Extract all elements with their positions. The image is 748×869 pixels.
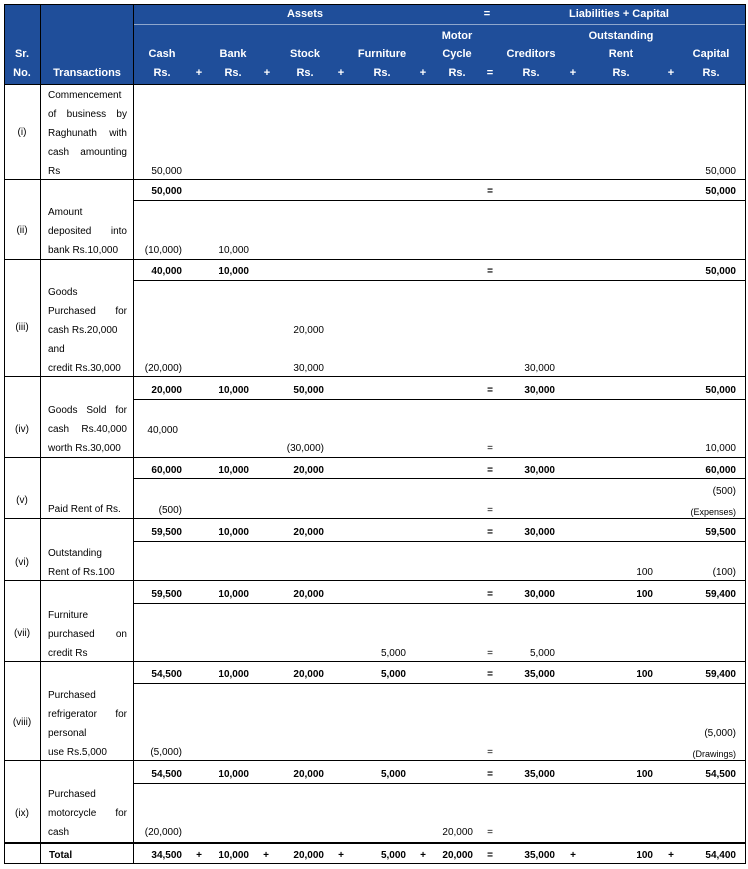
transaction-description	[48, 203, 127, 260]
capital-change: (100)	[712, 567, 736, 578]
rent-balance: 100	[636, 589, 653, 600]
rent-balance: 100	[636, 769, 653, 780]
description-line: Commencement	[48, 90, 122, 101]
balance-line	[133, 683, 745, 684]
balance-line	[133, 200, 745, 201]
furniture-balance: 5,000	[380, 669, 406, 680]
description-line: Raghunath with	[48, 128, 127, 139]
capital-rs-heading: Rs.	[702, 67, 720, 79]
stock-heading: Stock	[290, 48, 320, 60]
row-number: (viii)	[12, 717, 32, 728]
cash-balance: 40,000	[151, 266, 182, 277]
plus-sign: +	[337, 67, 345, 79]
creditors-balance: 30,000	[524, 385, 555, 396]
creditors-change: 30,000	[524, 363, 555, 374]
equals-sign: =	[487, 186, 493, 197]
plus-sign: +	[263, 850, 269, 861]
stock-balance: 20,000	[293, 769, 324, 780]
rent-balance: 100	[636, 669, 653, 680]
cash-change: (20,000)	[144, 827, 182, 838]
bank-heading: Bank	[219, 48, 247, 60]
equals-sign: =	[487, 385, 493, 396]
transaction-description	[48, 500, 127, 519]
plus-sign: +	[420, 850, 426, 861]
stock-change: 30,000	[293, 363, 324, 374]
bank-balance: 10,000	[218, 385, 249, 396]
equals-sign: =	[487, 465, 493, 476]
furniture-rs-heading: Rs.	[373, 67, 391, 79]
plus-sign: +	[668, 850, 674, 861]
sr-heading: Sr.	[14, 48, 30, 60]
equals-sign: =	[487, 443, 493, 454]
row-number: (i)	[17, 127, 27, 138]
capital-balance: 60,000	[705, 465, 736, 476]
total-motor-cycle: 20,000	[442, 850, 473, 861]
cash-change: (500)	[158, 505, 182, 516]
motor-cycle-change: 20,000	[442, 827, 473, 838]
capital-note: (Expenses)	[690, 507, 736, 517]
equals-heading: =	[483, 8, 491, 20]
equals-sign: =	[487, 769, 493, 780]
creditors-rs-heading: Rs.	[522, 67, 540, 79]
transaction-description	[48, 544, 127, 582]
transaction-description	[48, 606, 127, 663]
creditors-change: 5,000	[529, 648, 555, 659]
total-creditors: 35,000	[524, 850, 555, 861]
total-bank: 10,000	[218, 850, 249, 861]
table-border-left	[4, 4, 5, 864]
equals-sign: =	[487, 527, 493, 538]
bank-balance: 10,000	[218, 465, 249, 476]
description-line: purchased on	[48, 629, 127, 640]
capital-change: (5,000)	[704, 728, 736, 739]
creditors-balance: 35,000	[524, 769, 555, 780]
total-cash: 34,500	[151, 850, 182, 861]
description-line: Purchased	[48, 789, 96, 800]
rent-change: 100	[636, 567, 653, 578]
assets-heading: Assets	[286, 8, 324, 20]
motor-rs-heading: Rs.	[448, 67, 466, 79]
row-number: (iii)	[15, 322, 29, 333]
cash-change: 40,000	[147, 425, 178, 436]
cash-balance: 54,500	[151, 769, 182, 780]
furniture-balance: 5,000	[380, 769, 406, 780]
balance-line	[133, 603, 745, 604]
balance-line	[133, 399, 745, 400]
stock-balance: 20,000	[293, 527, 324, 538]
bank-balance: 10,000	[218, 769, 249, 780]
column-divider	[40, 4, 41, 864]
liabilities-capital-heading: Liabilities + Capital	[569, 8, 669, 20]
description-line: Amount	[48, 207, 83, 218]
plus-sign: +	[419, 67, 427, 79]
motor-heading: Motor	[441, 30, 473, 42]
balance-line	[133, 783, 745, 784]
capital-balance: 54,500	[705, 769, 736, 780]
row-number: (v)	[16, 495, 28, 506]
capital-balance: 50,000	[705, 266, 736, 277]
cash-change: (5,000)	[150, 747, 182, 758]
description-line: bank Rs.10,000	[48, 245, 119, 256]
transaction-description	[48, 283, 127, 378]
stock-balance: 50,000	[293, 385, 324, 396]
column-divider	[133, 4, 134, 864]
cash-change: (20,000)	[144, 363, 182, 374]
row-number: (iv)	[15, 424, 29, 435]
cash-change: 50,000	[151, 166, 182, 177]
equals-sign: =	[487, 505, 493, 516]
plus-sign: +	[263, 67, 271, 79]
header-rule	[133, 24, 745, 25]
stock-change: (30,000)	[286, 443, 324, 454]
description-line: use Rs.5,000	[48, 747, 107, 758]
balance-line	[133, 541, 745, 542]
bank-rs-heading: Rs.	[224, 67, 242, 79]
equals-sign: =	[487, 827, 493, 838]
description-line: Goods Sold for	[48, 405, 127, 416]
equals-sign: =	[487, 669, 493, 680]
creditors-balance: 30,000	[524, 527, 555, 538]
cash-balance: 20,000	[151, 385, 182, 396]
stock-balance: 20,000	[293, 669, 324, 680]
plus-sign: +	[196, 850, 202, 861]
plus-sign: +	[570, 850, 576, 861]
description-line: credit Rs	[48, 648, 88, 659]
rent-rs-heading: Rs.	[612, 67, 630, 79]
plus-sign: +	[667, 67, 675, 79]
description-line: cash	[48, 827, 70, 838]
description-line: Outstanding	[48, 548, 102, 559]
creditors-balance: 35,000	[524, 669, 555, 680]
balance-line	[133, 478, 745, 479]
cash-balance: 54,500	[151, 669, 182, 680]
description-line: deposited into	[48, 226, 127, 237]
transaction-description	[48, 686, 127, 762]
balance-line	[133, 280, 745, 281]
capital-heading: Capital	[692, 48, 730, 60]
description-line: Rent of Rs.100	[48, 567, 115, 578]
capital-change: (500)	[712, 486, 736, 497]
creditors-balance: 30,000	[524, 465, 555, 476]
capital-change: 50,000	[705, 166, 736, 177]
header-rule	[4, 84, 745, 85]
bank-change: 10,000	[218, 245, 249, 256]
description-line: cash Rs.40,000	[48, 424, 127, 435]
rent-heading: Rent	[608, 48, 634, 60]
description-line: of business by	[48, 109, 127, 120]
total-label: Total	[49, 850, 73, 861]
capital-balance: 59,500	[705, 527, 736, 538]
description-line: and	[48, 344, 65, 355]
row-number: (vii)	[13, 628, 31, 639]
creditors-balance: 30,000	[524, 589, 555, 600]
equals-sign: =	[487, 850, 493, 861]
description-line: Goods	[48, 287, 78, 298]
description-line: credit Rs.30,000	[48, 363, 121, 374]
transactions-heading: Transactions	[53, 67, 121, 79]
capital-change: 10,000	[705, 443, 736, 454]
stock-balance: 20,000	[293, 465, 324, 476]
row-number: (ix)	[15, 808, 29, 819]
equals-sign: =	[487, 648, 493, 659]
plus-sign: +	[195, 67, 203, 79]
cash-balance: 50,000	[151, 186, 182, 197]
furniture-change: 5,000	[380, 648, 406, 659]
cash-balance: 59,500	[151, 589, 182, 600]
equals-sign: =	[487, 589, 493, 600]
description-line: Furniture	[48, 610, 89, 621]
stock-balance: 20,000	[293, 589, 324, 600]
description-line: motorcycle for	[48, 808, 127, 819]
description-line: Purchased	[48, 690, 96, 701]
transaction-description	[48, 785, 127, 842]
bank-balance: 10,000	[218, 527, 249, 538]
transaction-description	[48, 86, 127, 181]
transaction-description	[48, 401, 127, 458]
bank-balance: 10,000	[218, 589, 249, 600]
description-line: Purchased for	[48, 306, 127, 317]
cash-balance: 59,500	[151, 527, 182, 538]
total-furniture: 5,000	[380, 850, 406, 861]
description-line: cash Rs.20,000	[48, 325, 118, 336]
table-border-top	[4, 4, 745, 5]
capital-balance: 59,400	[705, 589, 736, 600]
outstanding-heading: Outstanding	[588, 30, 654, 42]
plus-sign: +	[569, 67, 577, 79]
cycle-heading: Cycle	[442, 48, 472, 60]
bank-balance: 10,000	[218, 266, 249, 277]
capital-note: (Drawings)	[692, 749, 736, 759]
description-line: Rs	[48, 166, 61, 177]
capital-balance: 50,000	[705, 186, 736, 197]
description-line: cash amounting	[48, 147, 127, 158]
total-stock: 20,000	[293, 850, 324, 861]
description-line: worth Rs.30,000	[48, 443, 121, 454]
description-line: refrigerator for	[48, 709, 127, 720]
description-line: personal	[48, 728, 87, 739]
row-separator	[4, 843, 745, 844]
row-number: (vi)	[15, 557, 29, 568]
cash-rs-heading: Rs.	[153, 67, 171, 79]
furniture-heading: Furniture	[357, 48, 407, 60]
stock-rs-heading: Rs.	[296, 67, 314, 79]
capital-balance: 59,400	[705, 669, 736, 680]
table-border-bottom	[4, 863, 746, 864]
total-rent: 100	[636, 850, 653, 861]
no-heading: No.	[13, 67, 31, 79]
plus-sign: +	[338, 850, 344, 861]
cash-balance: 60,000	[151, 465, 182, 476]
cash-change: (10,000)	[144, 245, 182, 256]
equals-sign: =	[486, 67, 494, 79]
equals-sign: =	[487, 266, 493, 277]
row-number: (ii)	[16, 225, 28, 236]
capital-balance: 50,000	[705, 385, 736, 396]
creditors-heading: Creditors	[506, 48, 556, 60]
stock-change: 20,000	[293, 325, 324, 336]
cash-heading: Cash	[148, 48, 176, 60]
equals-sign: =	[487, 747, 493, 758]
description-line: Paid Rent of Rs.	[48, 504, 121, 515]
table-border-right	[745, 4, 746, 864]
total-capital: 54,400	[705, 850, 736, 861]
bank-balance: 10,000	[218, 669, 249, 680]
